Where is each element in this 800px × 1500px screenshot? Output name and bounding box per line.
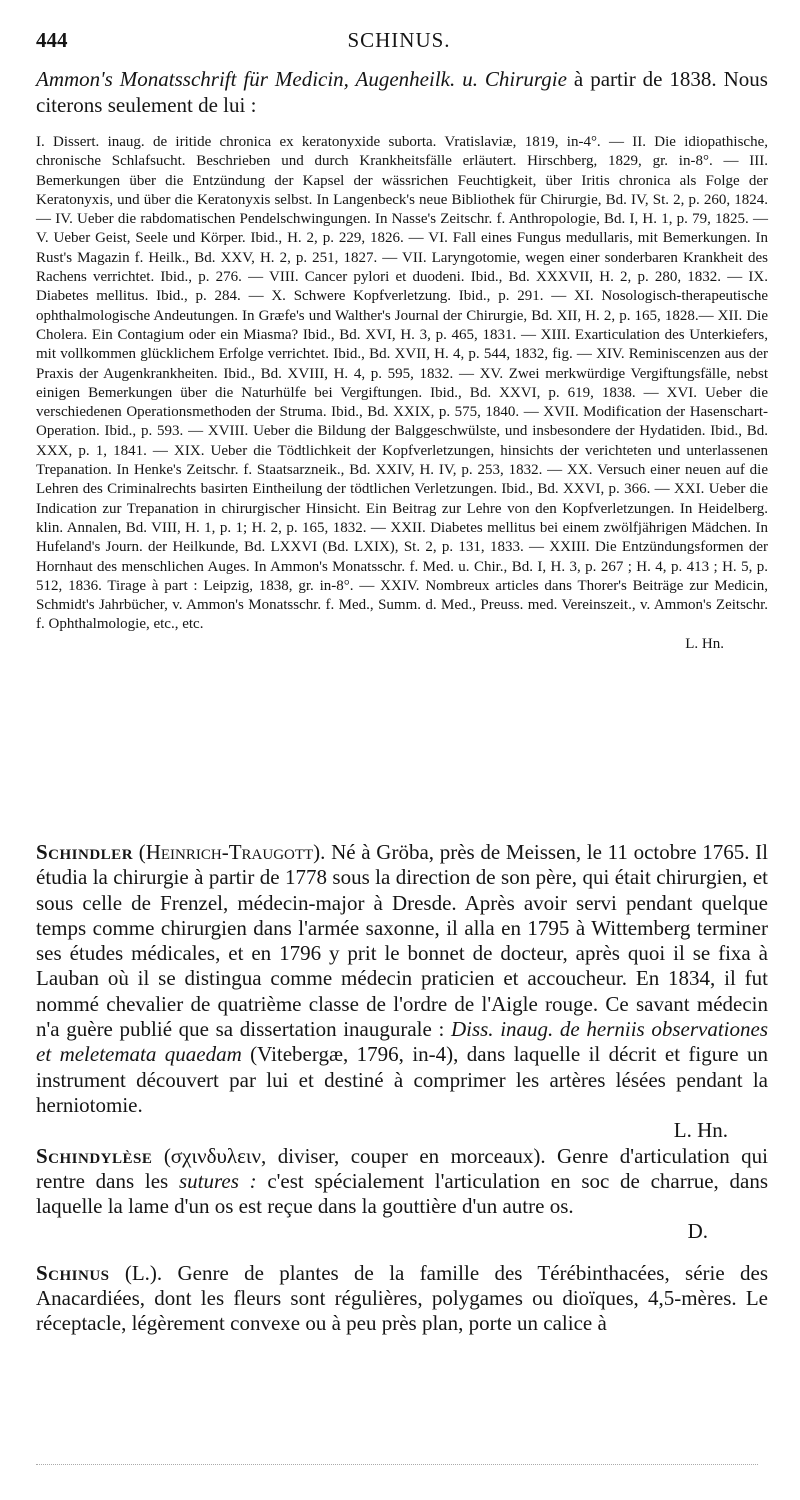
entry-schinus <box>36 1261 768 1337</box>
entry-text: Né à Gröba, près de Meissen, le 11 octobre 1765. Il étudia la chirurgie à partir de 1778 sous la direction de son père, qui était chirurgien, et sous celle de Frenzel, médecin-major à Dresde. Après avoir servi pendant quelque temps comme chirurgien dans l'armée saxonne, il alla en 1795 à Wittemberg terminer ses études médicales, et en 1796 y prit le bonnet de docteur, après quoi il se fixa à Lauban où il se distingua comme médecin praticien et accoucheur. En 1834, il fut nommé chevalier de quatrième classe de l'ordre de l'Aigle rouge. Ce savant médecin n'a guère publié que sa dissertation inaugurale : <box>36 840 768 1042</box>
entries-block <box>36 840 768 1337</box>
entry-signature: L. Hn. <box>673 1118 728 1143</box>
journal-title: Ammon's Monatsschrift für Medicin, Augenheilk. u. Chirurgie <box>36 67 567 91</box>
bibliography-text: I. Dissert. inaug. de iritide chronica ex keratonyxide suborta. Vratislaviæ, 1819, in-4°. — II. Die idiopathische, chronische Schlafsucht. Beschrieben und durch Krankheitsfälle erläutert. Hirschberg, 1829, gr. in-8°. — III. Bemerkungen über die Entzündung der Kapsel der wässrichen Feuchtigkeit, über Iritis chronica als Folge der Keratonyxis, und über die Keratonyxis selbst. In Langenbeck's neue Bibliothek für Chirurgie, Bd. IV, St. 2, p. 260, 1824. — IV. Ueber die rabdomatischen Pendelschwingungen. In Nasse's Zeitschr. f. Anthropologie, Bd. I, H. 1, p. 79, 1825. — V. Ueber Geist, Seele und Körper. Ibid., H. 2, p. 229, 1826. — VI. Fall eines Fungus medullaris, mit Bemerkungen. In Rust's Magazin f. Heilk., Bd. XXV, H. 2, p. 251, 1827. — VII. Laryngotomie, wegen einer sonderbaren Krankheit des Rachens verrichtet. Ibid., p. 276. — VIII. Cancer pylori et duodeni. Ibid., Bd. XXXVII, H. 2, p. 280, 1832. — IX. Diabetes mellitus. Ibid., p. 284. — X. Schwere Kopfverletzung. Ibid., p. 291. — XI. Nosologisch-therapeutische ophthalmologische Andeutungen. In Græfe's und Walther's Journal der Chirurgie, Bd. XII, H. 2, p. 165, 1828.— XII. Die Cholera. Ein Contagium oder ein Miasma? Ibid., Bd. XVI, H. 3, p. 465, 1831. — XIII. Exarticulation des Unterkiefers, mit vollkommen glücklichem Erfolge verrichtet. Ibid., Bd. XVII, H. 4, p. 544, 1832, fig. — XIV. Reminiscenzen aus der Praxis der Augenkrankheiten. Ibid., Bd. XVIII, H. 4, p. 595, 1832. — XV. Zwei merkwürdige Vergiftungsfälle, nebst einigen Bemerkungen über die Naturhülfe bei Vergiftungen. Ibid., Bd. XXVI, p. 619, 1838. — XVI. Ueber die verschiedenen Operationsmethoden der Struma. Ibid., Bd. XXIX, p. 575, 1840. — XVII. Modification der Hasenschart-Operation. Ibid., p. 593. — XVIII. Ueber die Bildung der Balggeschwülste, und insbesondere der Hydatiden. Ibid., Bd. XXX, p. 1, 1841. — XIX. Ueber die Tödtlichkeit der Kopfverletzungen, hinsichts der verichteten und unterlassenen Trepanation. In Henke's Zeitschr. f. Staatsarzneik., Bd. XXIV, H. IV, p. 253, 1832. — XX. Versuch einer neuen auf die Lehren des Criminalrechts basirten Eintheilung der tödtlichen Verletzungen. Ibid., Bd. XXVI, p. 366. — XXI. Ueber die Indication zur Trepanation in chirurgischer Hinsicht. Ein Beitrag zur Lehre von den Kopfverletzungen. In Heidelberg. klin. Annalen, Bd. VIII, H. 1, p. 1; H. 2, p. 165, 1832. — XXII. Diabetes mellitus bei einem zwölfjährigen Mädchen. In Hufeland's Journ. der Heilkunde, Bd. LXXVI (Bd. LXIX), St. 2, p. 131, 1833. — XXIII. Die Entzündungsformen der Hornhaut des menschlichen Auges. In Ammon's Monatsschr. f. Med. u. Chir., Bd. I, H. 3, p. 267 ; H. 4, p. 413 ; H. 5, p. 512, 1836. Tirage à part : Leipzig, 1838, gr. in-8°. — XXIV. Nombreux articles dans Thorer's Beiträge zur Medicin, Schmidt's Jahrbücher, v. Ammon's Monatsschr. f. Med., Summ. d. Med., Preuss. med. Vereinszeit., v. Ammon's Zeitschr. f. Ophthalmologie, etc., etc. <box>36 134 768 633</box>
page-number: 444 <box>36 28 68 52</box>
entry-schindylese <box>36 1144 768 1220</box>
entry-text-continued: (Vitebergæ, 1796, in-4), dans laquelle il décrit et figure un instrument découvert par lui et destiné à comprimer les artères lésées pendant la herniotomie. <box>36 1042 768 1117</box>
intro-paragraph <box>36 66 768 118</box>
bibliography-signature: L. Hn. <box>685 635 724 652</box>
running-head: SCHINUS. <box>347 28 451 52</box>
entry-signature: D. <box>687 1219 708 1244</box>
entry-dissertation-title: Diss. inaug. de herniis observationes et meletemata quaedam <box>36 1017 768 1067</box>
entry-text: (L.). Genre de plantes de la famille des Térébinthacées, série des Anacardiées, dont les fleurs sont régulières, polygames ou dioïques, 4,5-mères. Le réceptacle, légèrement convexe ou à peu près plan, porte un calice à <box>36 1260 768 1336</box>
entry-schindler <box>36 840 768 1118</box>
bibliography-block <box>36 133 768 654</box>
entry-headword: Schindylèse <box>36 1143 153 1168</box>
entry-headword: Schindler <box>36 840 134 864</box>
entry-text-continued: c'est spécialement l'articulation en soc de charrue, dans laquelle la lame d'un os est reçue dans la gouttière d'un autre os. <box>36 1168 769 1219</box>
entry-headword: Schinus <box>36 1260 110 1285</box>
entry-text: (σχινδυλειν, diviser, couper en morceaux). Genre d'articulation qui rentre dans les <box>36 1143 768 1193</box>
footer-rule <box>36 1464 758 1466</box>
entry-given-names: (Heinrich-Traugott). <box>138 840 326 864</box>
intro-text: à partir de 1838. Nous citerons seulement de lui : <box>36 67 768 117</box>
entry-italic-term: sutures : <box>178 1168 257 1193</box>
page-header <box>36 28 762 56</box>
